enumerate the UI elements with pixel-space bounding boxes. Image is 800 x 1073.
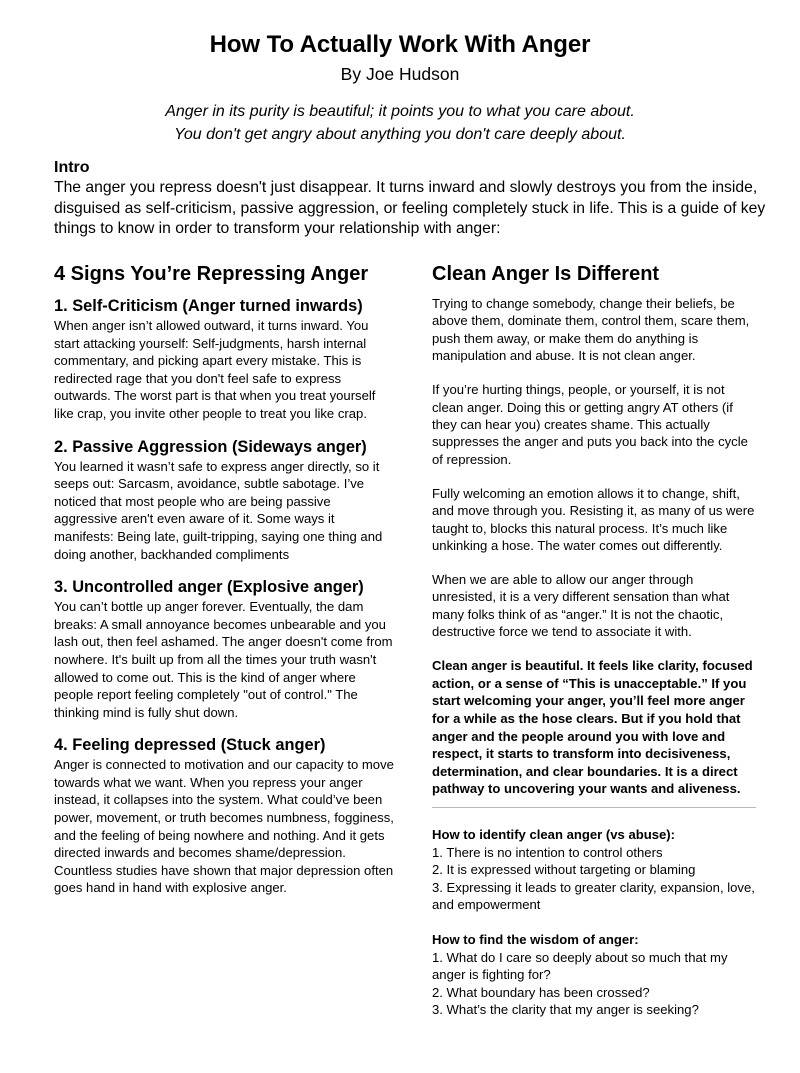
- body-paragraph: If you’re hurting things, people, or yourself, it is not clean anger. Doing this or getting angry AT others (if they can hear you) creates shame. This actually suppresses the anger and puts you back into the cycle of repression.: [432, 382, 748, 467]
- identify-heading: How to identify clean anger (vs abuse):: [432, 827, 676, 843]
- sign-section: [54, 734, 394, 897]
- right-column: [432, 261, 758, 1036]
- quote-line: Anger in its purity is beautiful; it points you to what you care about.: [165, 103, 635, 120]
- body-paragraph: When we are able to allow our anger through unresisted, it is a very different sensation than what many folks think of as “anger.” It is not the chaotic, destructive force we tend to associate it with.: [432, 572, 730, 640]
- sign-heading: 4. Feeling depressed (Stuck anger): [54, 736, 326, 755]
- bold-paragraph: Clean anger is beautiful. It feels like clarity, focused action, or a sense of “This is unacceptable.” If you start welcoming your anger, you’ll feel more anger for a while as the hose clears. But if you hold that anger and the people around you with love and respect, it starts to transform into decisiveness, determination, and clear boundaries. It is a direct pathway to uncovering your wants and aliveness.: [432, 658, 753, 797]
- intro-text: The anger you repress doesn't just disappear. It turns inward and slowly destroys you from the inside, disguised as self-criticism, passive aggression, or feeling completely stuck in life. This is a guide of key things to know in order to transform your relationship with anger:: [54, 179, 766, 237]
- sign-heading: 2. Passive Aggression (Sideways anger): [54, 437, 367, 456]
- list-item: 3. Expressing it leads to greater clarity, expansion, love, and empowerment: [432, 879, 755, 913]
- signs-heading: 4 Signs You’re Repressing Anger: [54, 263, 369, 285]
- sign-heading: 3. Uncontrolled anger (Explosive anger): [54, 578, 364, 597]
- list-item: 2. It is expressed without targeting or blaming: [432, 862, 696, 878]
- list-item: 2. What boundary has been crossed?: [432, 984, 650, 1000]
- sign-section: [54, 576, 394, 721]
- section-divider: [432, 807, 756, 808]
- intro-section: [54, 158, 766, 240]
- body-paragraph: Trying to change somebody, change their beliefs, be above them, dominate them, control them, scare them, push them away, or make them do anything is manipulation and abuse. It is not clean anger.: [432, 296, 750, 364]
- identify-list: [432, 826, 758, 914]
- sign-text: You can’t bottle up anger forever. Eventually, the dam breaks: A small annoyance becomes unbearable and you lash out, then feel ashamed. The anger doesn't come from nowhere. It's built up from all the times your truth wasn't allowed to come out. This is the kind of anger where people report feeling completely "out of control." The thinking mind is fully shut down.: [54, 599, 393, 720]
- list-item: 3. What’s the clarity that my anger is seeking?: [432, 1002, 699, 1018]
- document-title: How To Actually Work With Anger: [209, 31, 591, 58]
- intro-heading: Intro: [54, 159, 90, 176]
- body-paragraph: Fully welcoming an emotion allows it to change, shift, and move through you. Resisting it, as many of us were taught to, blocks this natural process. It’s much like unkinking a hose. The water comes out differently.: [432, 485, 755, 554]
- quote-line: You don't get angry about anything you don't care deeply about.: [174, 126, 626, 143]
- epigraph-quote: [0, 100, 800, 146]
- list-item: 1. There is no intention to control others: [432, 844, 663, 860]
- clean-anger-heading: Clean Anger Is Different: [432, 263, 660, 285]
- wisdom-list: [432, 931, 758, 1019]
- sign-text: Anger is connected to motivation and our capacity to move towards what we want. When you repress your anger instead, it collapses into the system. What could’ve been power, movement, or truth becomes numbness, fogginess, and the feeling of being nowhere and nothing. And it gets directed inwards and becomes shame/depression. Countless studies have shown that major depression often goes hand in hand with explosive anger.: [54, 757, 394, 896]
- sign-text: When anger isn’t allowed outward, it turns inward. You start attacking yourself: Self-judgments, harsh internal commentary, and picking apart every mistake. This is redirected rage that you don't feel safe to express outwards. The worst part is that when you treat yourself like crap, you invite other people to treat you like crap.: [54, 318, 376, 421]
- wisdom-heading: How to find the wisdom of anger:: [432, 932, 639, 947]
- author-byline: By Joe Hudson: [340, 64, 460, 84]
- left-column: [54, 261, 394, 910]
- sign-text: You learned it wasn’t safe to express anger directly, so it seeps out: Sarcasm, avoidance, subtle sabotage. I’ve noticed that most people who are being passive aggressive aren't even aware of it. Some ways it manifests: Being late, guilt-tripping, saying one thing and doing another, backhanded compliments: [54, 458, 383, 562]
- sign-section: [54, 436, 394, 564]
- sign-section: [54, 295, 394, 423]
- sign-heading: 1. Self-Criticism (Anger turned inwards): [54, 297, 363, 315]
- list-item: 1. What do I care so deeply about so much that my anger is fighting for?: [432, 949, 728, 983]
